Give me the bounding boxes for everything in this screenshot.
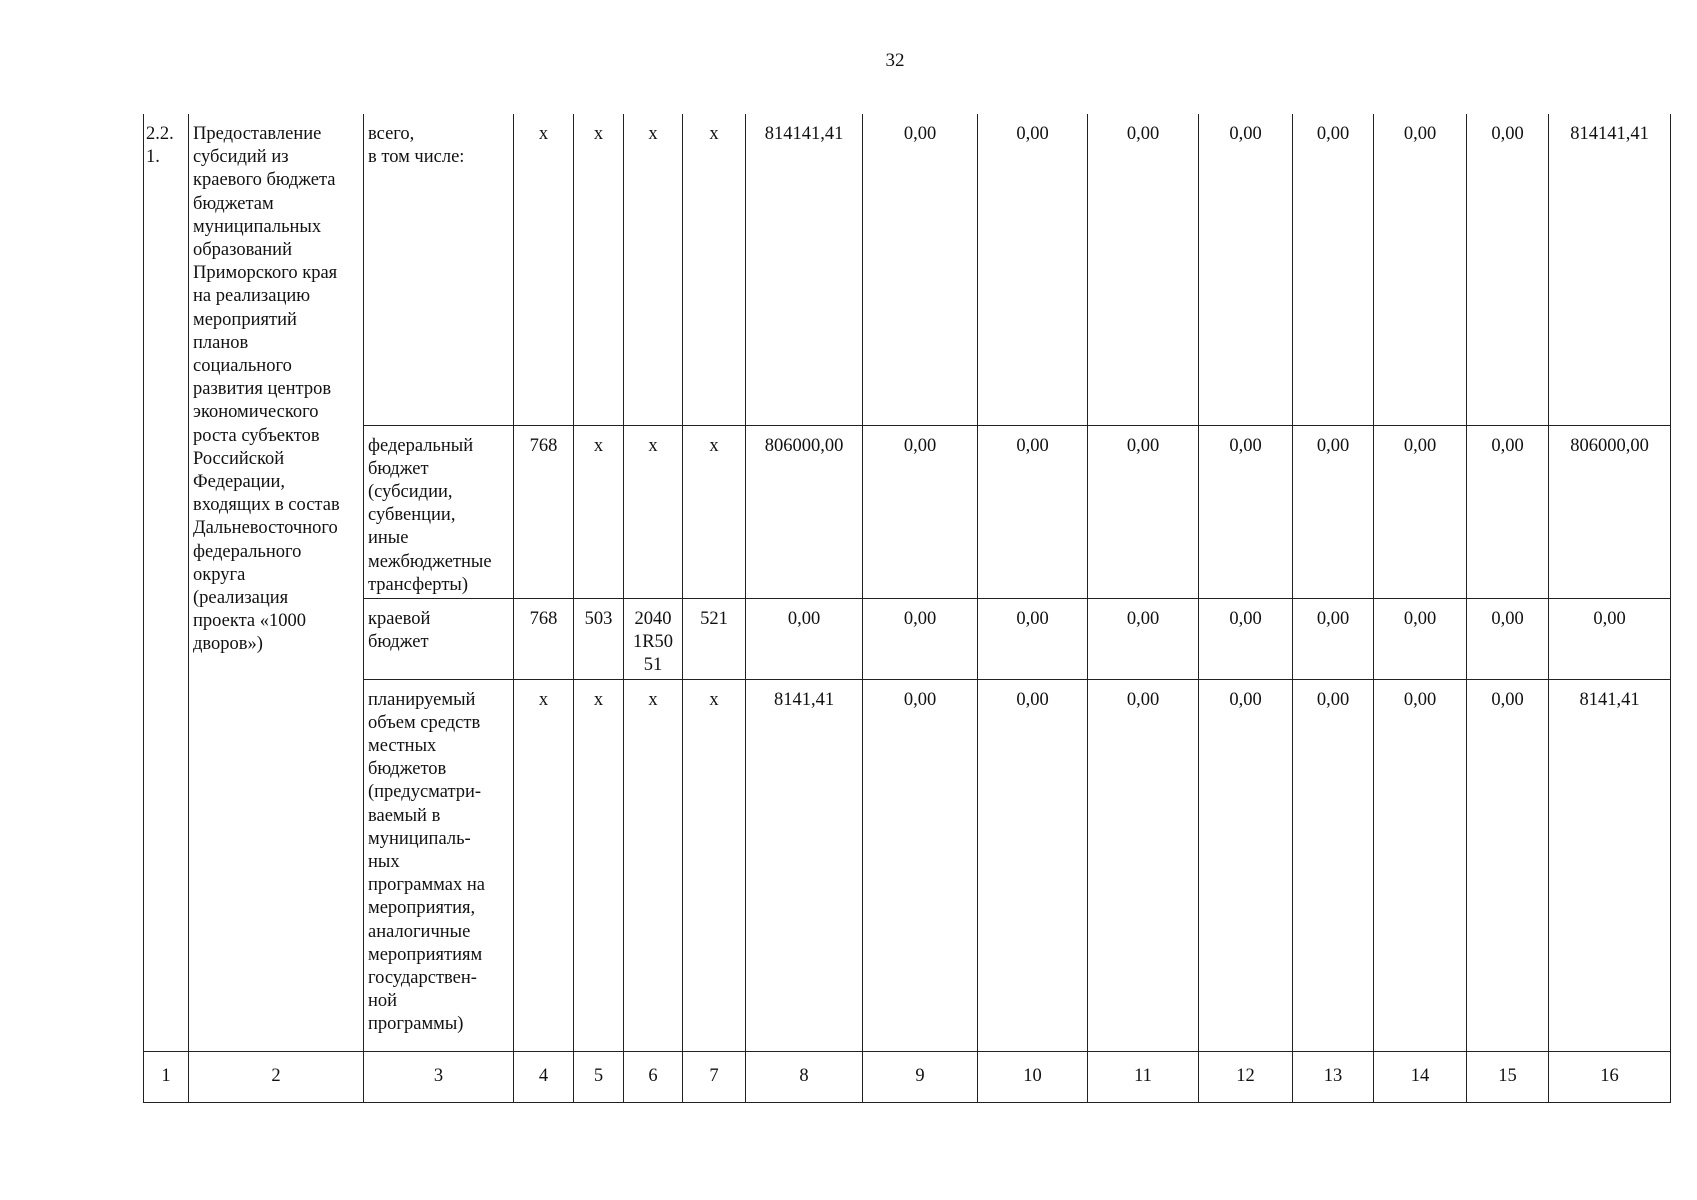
cell-line: 1R50 bbox=[632, 631, 674, 652]
section-title-line: (реализация bbox=[193, 588, 289, 609]
value-cell: 0,00 bbox=[1088, 598, 1199, 679]
section-title-line: социального bbox=[193, 356, 292, 377]
cell-line: трансферты) bbox=[368, 574, 468, 595]
cell-line: 51 bbox=[643, 654, 663, 675]
section-title-line: развития центров bbox=[193, 379, 332, 400]
cell-line: ных bbox=[368, 851, 400, 872]
cell-col-4: х bbox=[514, 679, 574, 1051]
cell-col-7: 521 bbox=[683, 598, 746, 679]
column-number-cell: 3 bbox=[364, 1051, 514, 1102]
cell-col-4: х bbox=[514, 114, 574, 425]
value-cell: 0,00 bbox=[863, 679, 978, 1051]
section-title-line: мероприятий bbox=[193, 309, 297, 330]
section-title-line: на реализацию bbox=[193, 286, 311, 307]
cell-line: краевой bbox=[368, 608, 431, 629]
cell-line: планируемый bbox=[368, 689, 476, 710]
section-number-cell bbox=[144, 114, 189, 1051]
section-title-line: образований bbox=[193, 240, 292, 261]
table-row bbox=[144, 679, 1671, 1051]
cell-line: объем средств bbox=[368, 712, 481, 733]
value-cell: 0,00 bbox=[978, 598, 1088, 679]
cell-line: 2040 bbox=[634, 608, 672, 629]
cell-col-6 bbox=[624, 598, 683, 679]
section-title-line: Федерации, bbox=[193, 472, 285, 493]
column-number-cell: 2 bbox=[189, 1051, 364, 1102]
section-title-line: роста субъектов bbox=[193, 425, 320, 446]
value-cell: 0,00 bbox=[863, 425, 978, 598]
value-cell: 0,00 bbox=[1293, 679, 1374, 1051]
cell-line: мероприятия, bbox=[368, 898, 476, 919]
funding-source-cell bbox=[364, 114, 514, 425]
column-number-cell: 13 bbox=[1293, 1051, 1374, 1102]
section-title-line: субсидий из bbox=[193, 147, 289, 168]
budget-table bbox=[143, 114, 1671, 1103]
value-cell: 806000,00 bbox=[746, 425, 863, 598]
cell-line: всего, bbox=[368, 124, 415, 144]
value-cell: 0,00 bbox=[1374, 598, 1467, 679]
value-cell: 814141,41 bbox=[746, 114, 863, 425]
table-row bbox=[144, 598, 1671, 679]
cell-line: ной bbox=[368, 991, 398, 1012]
cell-col-5: х bbox=[574, 114, 624, 425]
cell-col-6 bbox=[624, 679, 683, 1051]
column-number-cell: 5 bbox=[574, 1051, 624, 1102]
cell-col-7: х bbox=[683, 425, 746, 598]
table-row bbox=[144, 425, 1671, 598]
cell-line: программах на bbox=[368, 875, 485, 896]
section-title-line: краевого бюджета bbox=[193, 170, 336, 191]
column-number-row bbox=[144, 1051, 1671, 1102]
column-number-cell: 9 bbox=[863, 1051, 978, 1102]
cell-col-5: 503 bbox=[574, 598, 624, 679]
value-cell: 0,00 bbox=[1467, 598, 1549, 679]
value-cell: 0,00 bbox=[1374, 425, 1467, 598]
cell-line: субвенции, bbox=[368, 505, 456, 526]
funding-source-cell bbox=[364, 679, 514, 1051]
cell-col-5: х bbox=[574, 679, 624, 1051]
cell-col-6 bbox=[624, 425, 683, 598]
column-number-cell: 15 bbox=[1467, 1051, 1549, 1102]
cell-line: ваемый в bbox=[368, 805, 441, 826]
section-title-line: Приморского края bbox=[193, 263, 338, 284]
value-cell: 0,00 bbox=[1088, 679, 1199, 1051]
section-title-line: округа bbox=[193, 564, 246, 585]
value-cell: 8141,41 bbox=[746, 679, 863, 1051]
value-cell: 0,00 bbox=[1467, 114, 1549, 425]
value-cell: 0,00 bbox=[1467, 425, 1549, 598]
section-number-line: 1. bbox=[146, 147, 160, 168]
column-number-cell: 14 bbox=[1374, 1051, 1467, 1102]
section-title-line: Российской bbox=[193, 448, 285, 469]
cell-line: иные bbox=[368, 528, 409, 549]
cell-line: аналогичные bbox=[368, 921, 471, 942]
value-cell: 0,00 bbox=[1293, 114, 1374, 425]
cell-line: х bbox=[648, 689, 658, 710]
value-cell: 0,00 bbox=[978, 679, 1088, 1051]
value-cell: 0,00 bbox=[1088, 114, 1199, 425]
value-cell: 0,00 bbox=[978, 114, 1088, 425]
value-cell: 0,00 bbox=[1199, 598, 1293, 679]
section-title-line: бюджетам bbox=[193, 193, 274, 214]
value-cell: 8141,41 bbox=[1549, 679, 1671, 1051]
cell-line: программы) bbox=[368, 1014, 464, 1035]
section-title-line: входящих в состав bbox=[193, 495, 340, 516]
value-cell: 0,00 bbox=[978, 425, 1088, 598]
funding-source-cell bbox=[364, 425, 514, 598]
page-number: 32 bbox=[885, 50, 905, 71]
column-number-cell: 12 bbox=[1199, 1051, 1293, 1102]
cell-col-7: х bbox=[683, 114, 746, 425]
value-cell: 0,00 bbox=[1199, 114, 1293, 425]
column-number-cell: 11 bbox=[1088, 1051, 1199, 1102]
cell-line: государствен- bbox=[368, 967, 477, 988]
section-title-line: Дальневосточного bbox=[193, 518, 338, 539]
value-cell: 0,00 bbox=[1374, 679, 1467, 1051]
column-number-cell: 4 bbox=[514, 1051, 574, 1102]
cell-line: мероприятиям bbox=[368, 944, 483, 965]
cell-line: федеральный bbox=[368, 435, 474, 456]
value-cell: 806000,00 bbox=[1549, 425, 1671, 598]
column-number-cell: 1 bbox=[144, 1051, 189, 1102]
table-row bbox=[144, 114, 1671, 425]
cell-col-6 bbox=[624, 114, 683, 425]
cell-line: бюджет bbox=[368, 458, 429, 479]
column-number-cell: 10 bbox=[978, 1051, 1088, 1102]
section-number-line: 2.2. bbox=[146, 124, 174, 144]
value-cell: 0,00 bbox=[1374, 114, 1467, 425]
cell-line: в том числе: bbox=[368, 147, 465, 168]
section-title-line: экономического bbox=[193, 402, 319, 423]
section-title-line: проекта «1000 bbox=[193, 611, 306, 632]
cell-line: бюджет bbox=[368, 631, 429, 652]
value-cell: 0,00 bbox=[1293, 425, 1374, 598]
section-title-line: федерального bbox=[193, 541, 302, 562]
cell-col-5: х bbox=[574, 425, 624, 598]
cell-line: муниципаль- bbox=[368, 828, 471, 849]
value-cell: 0,00 bbox=[746, 598, 863, 679]
value-cell: 0,00 bbox=[863, 114, 978, 425]
section-title-cell bbox=[189, 114, 364, 1051]
cell-line: (субсидии, bbox=[368, 481, 453, 502]
section-title-line: дворов») bbox=[193, 634, 263, 655]
section-title-line: планов bbox=[193, 332, 249, 353]
column-number-cell: 6 bbox=[624, 1051, 683, 1102]
cell-line: х bbox=[648, 124, 658, 144]
cell-line: х bbox=[648, 435, 658, 456]
value-cell: 0,00 bbox=[1199, 679, 1293, 1051]
cell-line: бюджетов bbox=[368, 759, 447, 780]
column-number-cell: 8 bbox=[746, 1051, 863, 1102]
cell-col-4: 768 bbox=[514, 425, 574, 598]
value-cell: 0,00 bbox=[1293, 598, 1374, 679]
value-cell: 814141,41 bbox=[1549, 114, 1671, 425]
cell-line: местных bbox=[368, 735, 437, 756]
section-title-line: муниципальных bbox=[193, 216, 322, 237]
value-cell: 0,00 bbox=[1467, 679, 1549, 1051]
cell-col-4: 768 bbox=[514, 598, 574, 679]
value-cell: 0,00 bbox=[1088, 425, 1199, 598]
cell-line: межбюджетные bbox=[368, 551, 492, 572]
value-cell: 0,00 bbox=[863, 598, 978, 679]
cell-line: (предусматри- bbox=[368, 782, 482, 803]
cell-col-7: х bbox=[683, 679, 746, 1051]
column-number-cell: 16 bbox=[1549, 1051, 1671, 1102]
value-cell: 0,00 bbox=[1549, 598, 1671, 679]
column-number-cell: 7 bbox=[683, 1051, 746, 1102]
funding-source-cell bbox=[364, 598, 514, 679]
value-cell: 0,00 bbox=[1199, 425, 1293, 598]
section-title-line: Предоставление bbox=[193, 124, 322, 144]
